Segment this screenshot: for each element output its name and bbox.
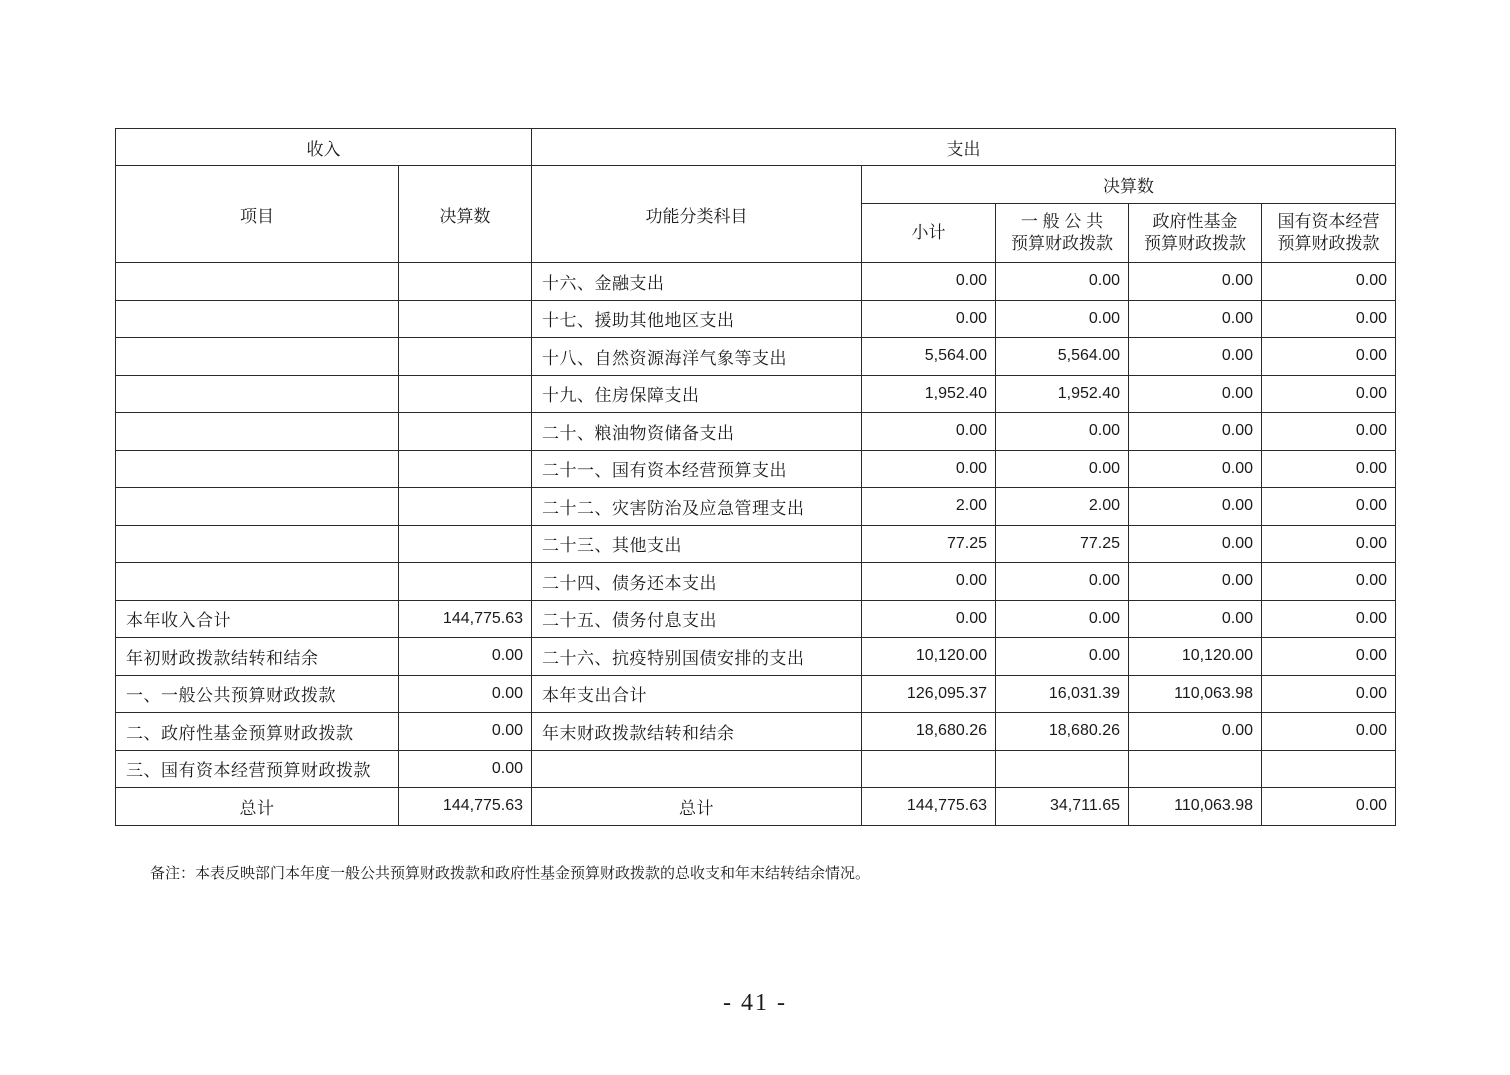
general-budget-header-line2: 预算财政拨款: [1011, 234, 1113, 253]
income-header: 收入: [116, 129, 532, 166]
fund-budget-header-line1: 政府性基金: [1152, 212, 1238, 231]
state-capital-cell: 0.00: [1262, 450, 1396, 488]
fund-budget-cell: 0.00: [1129, 525, 1262, 563]
subtotal-cell: 144,775.63: [862, 788, 996, 826]
table-row: [116, 563, 1396, 601]
state-capital-cell: 0.00: [1262, 488, 1396, 526]
state-capital-cell: 0.00: [1262, 788, 1396, 826]
fund-budget-cell: 110,063.98: [1129, 675, 1262, 713]
subtotal-cell: 1,952.40: [862, 375, 996, 413]
category-cell: 二十、粮油物资储备支出: [532, 413, 862, 451]
total-row: [116, 788, 1396, 826]
subtotal-cell: 0.00: [862, 450, 996, 488]
table-row: [116, 600, 1396, 638]
category-cell: 二十六、抗疫特别国债安排的支出: [532, 638, 862, 676]
category-cell: 二十一、国有资本经营预算支出: [532, 450, 862, 488]
state-capital-cell: 0.00: [1262, 563, 1396, 601]
fund-budget-cell: 110,063.98: [1129, 788, 1262, 826]
table-row: [116, 750, 1396, 788]
fund-budget-cell: 0.00: [1129, 375, 1262, 413]
fund-budget-header: [1129, 204, 1262, 263]
subtotal-cell: 10,120.00: [862, 638, 996, 676]
budget-table: [115, 128, 1396, 826]
subtotal-cell: 18,680.26: [862, 713, 996, 751]
state-capital-cell: 0.00: [1262, 600, 1396, 638]
general-budget-cell: 34,711.65: [996, 788, 1129, 826]
table-row: [116, 300, 1396, 338]
fund-budget-cell: 0.00: [1129, 563, 1262, 601]
category-cell: 二十四、债务还本支出: [532, 563, 862, 601]
state-capital-cell: 0.00: [1262, 300, 1396, 338]
subtotal-cell: 77.25: [862, 525, 996, 563]
general-budget-cell: 1,952.40: [996, 375, 1129, 413]
fund-budget-cell: 0.00: [1129, 488, 1262, 526]
category-cell: 十六、金融支出: [532, 263, 862, 301]
state-capital-cell: 0.00: [1262, 638, 1396, 676]
general-budget-cell: 0.00: [996, 263, 1129, 301]
table-row: [116, 525, 1396, 563]
category-cell: 二十五、债务付息支出: [532, 600, 862, 638]
category-cell: 十七、援助其他地区支出: [532, 300, 862, 338]
table-body: [116, 263, 1396, 826]
table-row: [116, 263, 1396, 301]
item-cell: 年初财政拨款结转和结余: [116, 638, 399, 676]
fund-budget-cell: [1129, 750, 1262, 788]
income-amount-cell: [399, 413, 532, 451]
category-cell: [532, 750, 862, 788]
item-cell: [116, 300, 399, 338]
income-amount-cell: [399, 488, 532, 526]
general-budget-cell: 0.00: [996, 300, 1129, 338]
income-amount-cell: 144,775.63: [399, 600, 532, 638]
table-row: [116, 713, 1396, 751]
general-budget-cell: 0.00: [996, 563, 1129, 601]
fund-budget-cell: 0.00: [1129, 263, 1262, 301]
subtotal-cell: [862, 750, 996, 788]
category-cell: 二十二、灾害防治及应急管理支出: [532, 488, 862, 526]
fund-budget-header-line2: 预算财政拨款: [1144, 234, 1246, 253]
income-amount-cell: 0.00: [399, 638, 532, 676]
item-cell: 三、国有资本经营预算财政拨款: [116, 750, 399, 788]
general-budget-header-line1: 一 般 公 共: [1020, 212, 1104, 231]
category-cell: 总计: [532, 788, 862, 826]
fund-budget-cell: 0.00: [1129, 600, 1262, 638]
income-amount-cell: [399, 450, 532, 488]
general-budget-cell: [996, 750, 1129, 788]
subtotal-cell: 0.00: [862, 413, 996, 451]
state-capital-cell: 0.00: [1262, 338, 1396, 376]
state-capital-cell: 0.00: [1262, 375, 1396, 413]
general-budget-cell: 0.00: [996, 638, 1129, 676]
final-amount-header: 决算数: [862, 166, 1396, 204]
table-row: [116, 488, 1396, 526]
general-budget-cell: 16,031.39: [996, 675, 1129, 713]
income-amount-cell: [399, 375, 532, 413]
subtotal-cell: 126,095.37: [862, 675, 996, 713]
general-budget-cell: 0.00: [996, 413, 1129, 451]
item-cell: [116, 263, 399, 301]
general-budget-header: [996, 204, 1129, 263]
subtotal-cell: 5,564.00: [862, 338, 996, 376]
income-amount-header: 决算数: [399, 166, 532, 263]
income-amount-cell: 0.00: [399, 750, 532, 788]
table-row: [116, 338, 1396, 376]
footnote: 备注：本表反映部门本年度一般公共预算财政拨款和政府性基金预算财政拨款的总收支和年末结转结余情况。: [150, 866, 871, 882]
general-budget-cell: 2.00: [996, 488, 1129, 526]
subtotal-cell: 0.00: [862, 300, 996, 338]
income-amount-cell: [399, 338, 532, 376]
state-capital-cell: 0.00: [1262, 713, 1396, 751]
fund-budget-cell: 10,120.00: [1129, 638, 1262, 676]
item-cell: [116, 338, 399, 376]
income-amount-cell: [399, 525, 532, 563]
general-budget-cell: 0.00: [996, 600, 1129, 638]
item-cell: 二、政府性基金预算财政拨款: [116, 713, 399, 751]
fund-budget-cell: 0.00: [1129, 413, 1262, 451]
table-row: [116, 675, 1396, 713]
category-cell: 本年支出合计: [532, 675, 862, 713]
general-budget-cell: 5,564.00: [996, 338, 1129, 376]
state-capital-cell: 0.00: [1262, 525, 1396, 563]
state-capital-header: [1262, 204, 1396, 263]
expense-header: 支出: [532, 129, 1396, 166]
page-number: - 41 -: [723, 990, 787, 1016]
income-amount-cell: [399, 563, 532, 601]
table-header: [116, 129, 1396, 263]
item-header: 项目: [116, 166, 399, 263]
state-capital-cell: 0.00: [1262, 413, 1396, 451]
item-cell: 本年收入合计: [116, 600, 399, 638]
income-amount-cell: 144,775.63: [399, 788, 532, 826]
income-amount-cell: 0.00: [399, 713, 532, 751]
item-cell: [116, 563, 399, 601]
category-cell: 年末财政拨款结转和结余: [532, 713, 862, 751]
category-cell: 十八、自然资源海洋气象等支出: [532, 338, 862, 376]
item-cell: [116, 450, 399, 488]
item-cell: [116, 525, 399, 563]
general-budget-cell: 77.25: [996, 525, 1129, 563]
category-cell: 十九、住房保障支出: [532, 375, 862, 413]
table-row: [116, 375, 1396, 413]
fund-budget-cell: 0.00: [1129, 450, 1262, 488]
general-budget-cell: 0.00: [996, 450, 1129, 488]
state-capital-cell: 0.00: [1262, 263, 1396, 301]
fund-budget-cell: 0.00: [1129, 713, 1262, 751]
item-cell: 总计: [116, 788, 399, 826]
table-row: [116, 638, 1396, 676]
item-cell: [116, 413, 399, 451]
fund-budget-cell: 0.00: [1129, 338, 1262, 376]
item-cell: [116, 375, 399, 413]
subtotal-cell: 0.00: [862, 263, 996, 301]
fund-budget-cell: 0.00: [1129, 300, 1262, 338]
income-amount-cell: 0.00: [399, 675, 532, 713]
table-row: [116, 413, 1396, 451]
state-capital-cell: [1262, 750, 1396, 788]
state-capital-header-line1: 国有资本经营: [1277, 212, 1380, 231]
general-budget-cell: 18,680.26: [996, 713, 1129, 751]
category-header: 功能分类科目: [532, 166, 862, 263]
table-row: [116, 450, 1396, 488]
subtotal-cell: 2.00: [862, 488, 996, 526]
category-cell: 二十三、其他支出: [532, 525, 862, 563]
item-cell: [116, 488, 399, 526]
income-amount-cell: [399, 300, 532, 338]
subtotal-cell: 0.00: [862, 563, 996, 601]
state-capital-cell: 0.00: [1262, 675, 1396, 713]
state-capital-header-line2: 预算财政拨款: [1277, 234, 1380, 253]
subtotal-cell: 0.00: [862, 600, 996, 638]
item-cell: 一、一般公共预算财政拨款: [116, 675, 399, 713]
income-amount-cell: [399, 263, 532, 301]
subtotal-header: 小计: [862, 204, 996, 263]
